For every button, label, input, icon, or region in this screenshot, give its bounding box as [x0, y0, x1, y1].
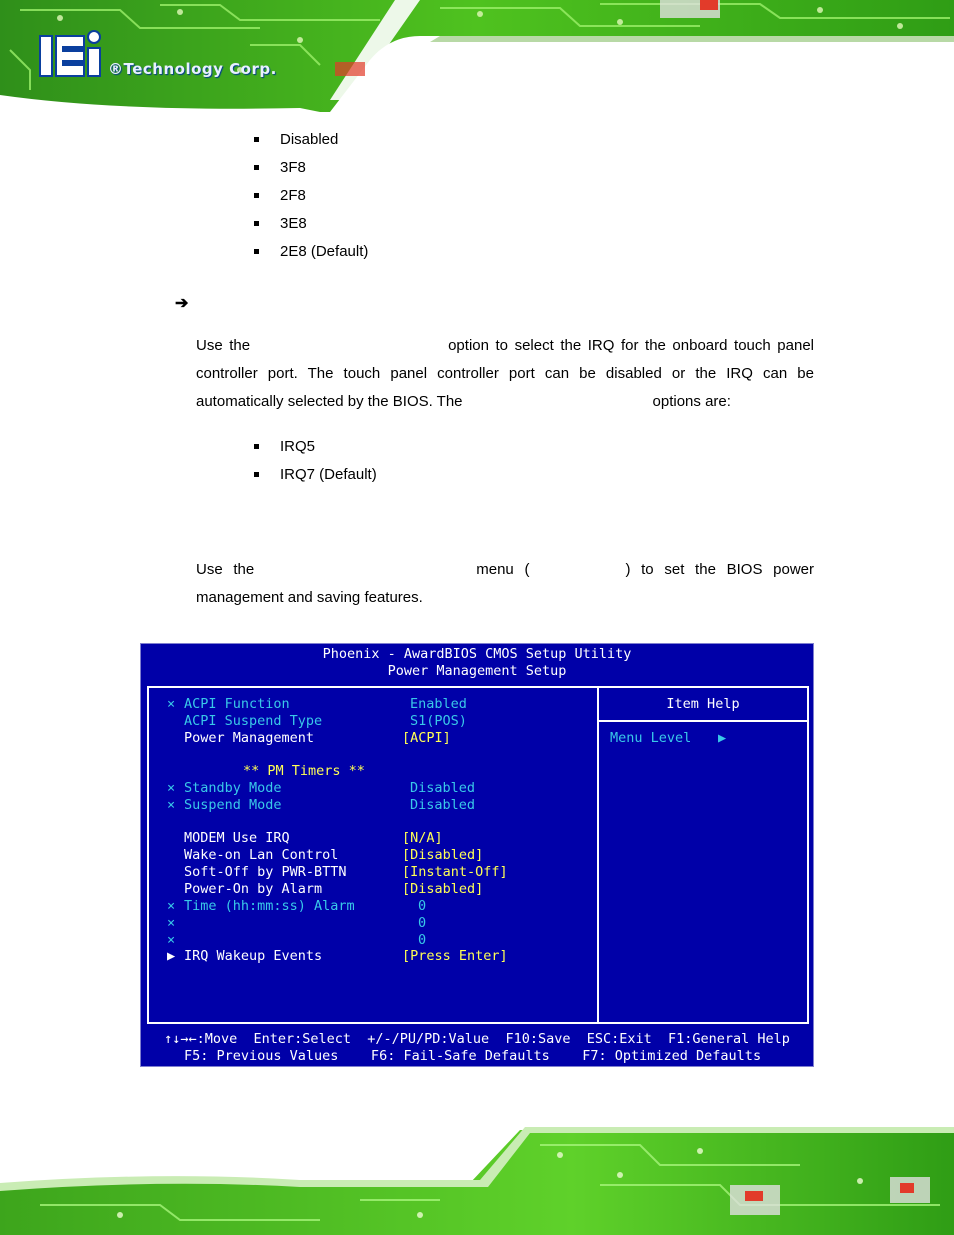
irq-wakeup-events-value[interactable]: [Press Enter]	[402, 948, 508, 964]
power-menu-description-paragraph: Use the menu ( ) to set the BIOS power management and saving features.	[196, 561, 815, 606]
wake-on-lan-label[interactable]: Wake-on Lan Control	[184, 847, 339, 863]
circuit-board-footer-graphic	[0, 1125, 954, 1235]
power-on-by-alarm-label[interactable]: Power-On by Alarm	[184, 881, 323, 897]
standby-mode-value[interactable]: Disabled	[410, 780, 476, 796]
menu-level-arrow-icon: ▶	[718, 730, 727, 746]
header-banner	[0, 0, 954, 112]
bios-key-help-line2: F5: Previous Values F6: Fail-Safe Defaults F7: Optimized Defaults	[184, 1048, 762, 1064]
time-alarm-hour-value[interactable]: 0	[418, 898, 427, 914]
menu-level-label: Menu Level	[610, 730, 692, 746]
power-management-label[interactable]: Power Management	[184, 730, 315, 746]
list-item: IRQ7 (Default)	[254, 461, 377, 489]
modem-use-irq-value[interactable]: [N/A]	[402, 830, 443, 846]
power-management-value[interactable]: [ACPI]	[402, 730, 451, 746]
bios-key-help-line1: ↑↓→←:Move Enter:Select +/-/PU/PD:Value F10:Save ESC:Exit F1:General Help	[164, 1031, 790, 1047]
row-mark-icon: ×	[167, 932, 176, 948]
acpi-suspend-type-label[interactable]: ACPI Suspend Type	[184, 713, 323, 729]
irq-wakeup-events-label[interactable]: IRQ Wakeup Events	[184, 948, 323, 964]
row-mark-icon: ×	[167, 696, 176, 712]
bios-title: Phoenix - AwardBIOS CMOS Setup Utility	[322, 646, 632, 662]
wake-on-lan-value[interactable]: [Disabled]	[402, 847, 484, 863]
time-alarm-minute-value[interactable]: 0	[418, 915, 427, 931]
item-help-title: Item Help	[666, 696, 740, 712]
acpi-function-value[interactable]: Enabled	[410, 696, 467, 712]
power-on-by-alarm-value[interactable]: [Disabled]	[402, 881, 484, 897]
help-divider	[599, 720, 807, 722]
suspend-mode-label[interactable]: Suspend Mode	[184, 797, 282, 813]
soft-off-pwr-bttn-label[interactable]: Soft-Off by PWR-BTTN	[184, 864, 347, 880]
list-item: 3F8	[254, 154, 368, 182]
list-item: IRQ5	[254, 433, 377, 461]
bios-power-management-screen	[140, 643, 814, 1067]
circuit-board-header-graphic	[0, 0, 954, 112]
list-item: 2F8	[254, 182, 368, 210]
standby-mode-label[interactable]: Standby Mode	[184, 780, 282, 796]
irq-options-list	[254, 433, 377, 489]
soft-off-pwr-bttn-value[interactable]: [Instant-Off]	[402, 864, 508, 880]
submenu-arrow-icon: ▶	[167, 948, 176, 964]
row-mark-icon: ×	[167, 780, 176, 796]
acpi-suspend-type-value[interactable]: S1(POS)	[410, 713, 467, 729]
iei-logo-icon	[38, 30, 108, 80]
row-mark-icon: ×	[167, 797, 176, 813]
pm-timers-heading: ** PM Timers **	[243, 763, 365, 779]
bios-subtitle: Power Management Setup	[387, 663, 567, 679]
irq-description-paragraph: Use the option to select the IRQ for the onboard touch panel controller port. The touch panel controller port can be disabled or the IRQ can be automatically selected by the BIOS. The options are:	[196, 337, 814, 410]
time-alarm-second-value[interactable]: 0	[418, 932, 427, 948]
time-alarm-label[interactable]: Time (hh:mm:ss) Alarm	[184, 898, 355, 914]
list-item: 3E8	[254, 210, 368, 238]
list-item: 2E8 (Default)	[254, 238, 368, 266]
row-mark-icon: ×	[167, 898, 176, 914]
acpi-function-label[interactable]: ACPI Function	[184, 696, 290, 712]
row-mark-icon: ×	[167, 915, 176, 931]
modem-use-irq-label[interactable]: MODEM Use IRQ	[184, 830, 290, 846]
suspend-mode-value[interactable]: Disabled	[410, 797, 476, 813]
logo-company-text: ®Technology Corp.	[108, 60, 277, 78]
arrow-icon: ➔	[175, 295, 189, 312]
list-item: Disabled	[254, 126, 368, 154]
footer-banner	[0, 1125, 954, 1235]
port-address-options-list	[254, 126, 368, 266]
